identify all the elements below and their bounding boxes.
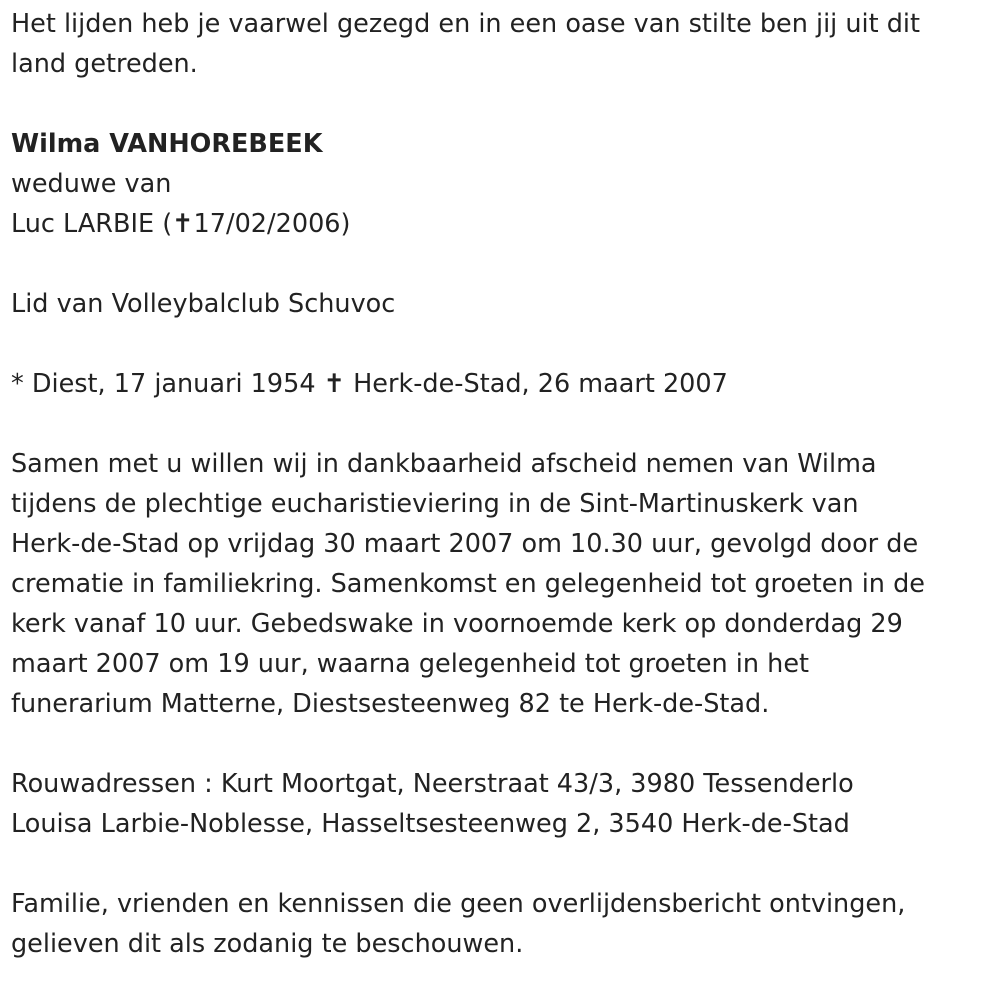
deceased-name: Wilma VANHOREBEEK bbox=[11, 129, 323, 159]
address-line-2: Louisa Larbie-Noblesse, Hasseltsesteenweg 2, 3540 Herk-de-Stad bbox=[11, 809, 850, 839]
ceremony-line-7: funerarium Matterne, Diestsesteenweg 82 te Herk-de-Stad. bbox=[11, 689, 770, 719]
intro-line-2: land getreden. bbox=[11, 49, 198, 79]
relation-text: weduwe van bbox=[11, 169, 172, 199]
intro-line-1: Het lijden heb je vaarwel gezegd en in een oase van stilte ben jij uit dit bbox=[11, 9, 920, 39]
spacer bbox=[11, 84, 986, 124]
closing-line-2: gelieven dit als zodanig te beschouwen. bbox=[11, 929, 524, 959]
spouse-name: Luc LARBIE (✝17/02/2006) bbox=[11, 209, 351, 239]
deceased-block bbox=[11, 124, 986, 244]
address-line-1: Rouwadressen : Kurt Moortgat, Neerstraat 43/3, 3980 Tessenderlo bbox=[11, 769, 854, 799]
spacer bbox=[11, 724, 986, 764]
obituary-notice bbox=[11, 4, 986, 964]
ceremony-line-4: crematie in familiekring. Samenkomst en gelegenheid tot groeten in de bbox=[11, 569, 925, 599]
ceremony-line-5: kerk vanaf 10 uur. Gebedswake in voornoemde kerk op donderdag 29 bbox=[11, 609, 903, 639]
spacer bbox=[11, 324, 986, 364]
closing-line-1: Familie, vrienden en kennissen die geen overlijdensbericht ontvingen, bbox=[11, 889, 906, 919]
ceremony-line-6: maart 2007 om 19 uur, waarna gelegenheid tot groeten in het bbox=[11, 649, 810, 679]
ceremony-line-1: Samen met u willen wij in dankbaarheid afscheid nemen van Wilma bbox=[11, 449, 877, 479]
membership-text: Lid van Volleybalclub Schuvoc bbox=[11, 289, 396, 319]
closing-paragraph bbox=[11, 884, 986, 964]
life-dates: * Diest, 17 januari 1954 ✝ Herk-de-Stad, 26 maart 2007 bbox=[11, 369, 728, 399]
intro-paragraph bbox=[11, 4, 986, 84]
spacer bbox=[11, 404, 986, 444]
addresses-block bbox=[11, 764, 986, 844]
spacer bbox=[11, 244, 986, 284]
ceremony-paragraph bbox=[11, 444, 986, 724]
ceremony-line-3: Herk-de-Stad op vrijdag 30 maart 2007 om 10.30 uur, gevolgd door de bbox=[11, 529, 919, 559]
spacer bbox=[11, 844, 986, 884]
ceremony-line-2: tijdens de plechtige eucharistieviering in de Sint-Martinuskerk van bbox=[11, 489, 859, 519]
